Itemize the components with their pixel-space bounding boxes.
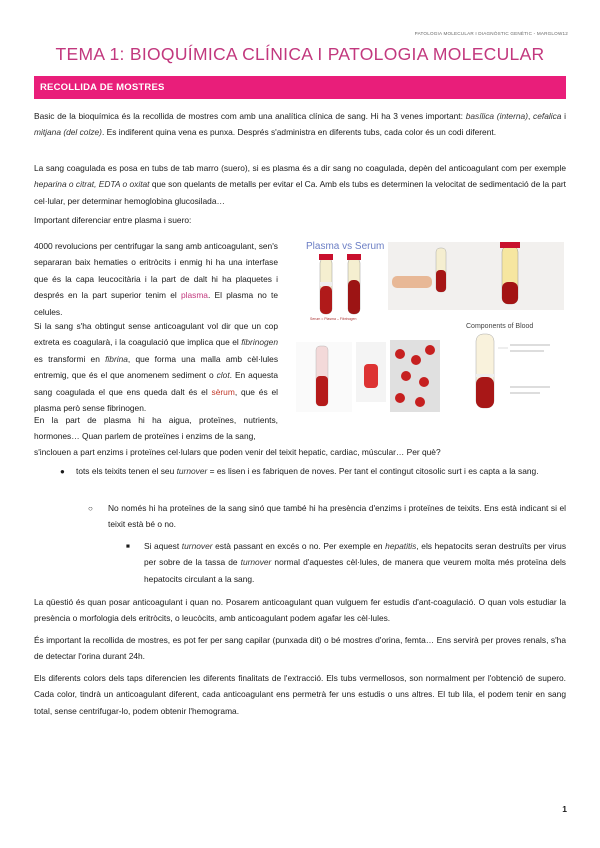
bullet-3: Si aquest turnover està passant en excés o no. Per exemple en hepatitis, els hepatocits seran destruïts per virus per sobre de la tassa de turnover normal d'aquestes cèl·lules, de manera que veurem molta més proteïna dels hepatocits circulant a la sang. [144,541,567,584]
page-title: TEMA 1: BIOQUÍMICA CLÍNICA I PATOLOGIA MOLECULAR [55,44,545,64]
caption-small: Serum = Plasma – Fibrinogen [310,317,357,321]
bullet-dot-3: ■ [126,543,130,550]
paragraph-6b: s'inclouen a part enzims i proteïnes cel·lulars que poden venir del teixit hepatic, cardiac, múscular… Per què? [34,447,441,457]
buffy-coat [320,282,332,286]
paragraph-5: Si la sang s'ha obtingut sense anticoagulant vol dir que un cop extreta es coagularà, i la coagulació que implica que el fibrinogen es transformi en fibrina, que forma una malla amb cèl·lules entremig, que és el que anomenem sediment o clot. En aquesta sang coagulada el que ens queda dalt és el sèrum, que és el plasma però sense fibrinogen. [34,321,279,414]
tube-cap-2 [347,254,361,260]
paragraph-2: La sang coagulada es posa en tubs de tab marro (suero), si es plasma és a dir sang no coagulada, depèn del anticoagulant com per exemple heparina o citrat, EDTA o oxitat que son quelants de metalls per evitar el Ca. Amb els tubs es determinen la velocitat de sedimentació de la part cel·lular, per determinar hemoglobina glucosilada… [34,163,566,206]
section-heading [34,76,566,99]
bullet-2: No només hi ha proteïnes de la sang sinó que també hi ha presència d'enzims i proteïnes de teixits. Ens està indicant si el teixit està bé o no. [108,503,566,530]
paragraph-8: És important la recollida de mostres, es pot fer per sang capilar (punxada dit) o bé mostres d'orina, femta… Ens servirà per proves renals, s'ha de detectar l'orina durant 24h. [34,635,566,662]
components-title: Components of Blood [466,323,534,330]
paragraph-3: Important diferenciar entre plasma i suero: [34,215,192,225]
clot-layer [348,280,360,314]
paragraph-4: 4000 revolucions per centrifugar la sang amb anticoagulant, sen's separaran baix hematies o eritròcits i enmig hi ha una interfase que és la capa leucocitària i la part de dalt hi ha plaquetes i després en la part superior tenim el plasma. El plasma no te celules. [34,241,278,317]
section-heading-label: RECOLLIDA DE MOSTRES [40,82,165,93]
tube-cap-1 [319,254,333,260]
arm-shape [392,276,432,288]
bullet-1: tots els teixits tenen el seu turnover = es lisen i es fabriquen de noves. Per tant el contingut citosolic surt i es capta a la sang. [76,466,539,476]
running-head: PATOLOGIA MOLECULAR I DIAGNÒSTIC GENÈTIC - MARGLOW12 [414,31,568,36]
paragraph-7: La qüestió és quan posar anticoagulant i quan no. Posarem anticoagulant quan vulguem fer estudis d'ant-coagulació. O quan vols estudiar la presència o morfologia dels eritròcits, o leucòcits, amb anticoagulant podem agafar les cèl·lules. [34,597,566,624]
plasma-vs-serum-title: Plasma vs Serum [306,241,385,252]
blood-figure [296,236,566,420]
paragraph-1: Basic de la bioquímica és la recollida de mostres com amb una analítica clínica de sang. Hi ha 3 venes important: basílica (interna), cefalica i mitjana (del colze). Es indiferent quina vena es punxa. Després s'administra en diferents tubs, cada color és un codi diferent. [34,111,567,138]
rbc-layer [320,286,332,314]
paragraph-9: Els diferents colors dels taps diferencien les diferents finalitats de l'extracció. Els tubs vermellosos, son normalment per l'obtenció de supero. Cada color, tindrà un anticoagulant diferent, cada anticoagulant ens permetrà fer uns estudis o uns altres. El tub lila, el podem tenir en sang total, sense centrifugar-lo, podem obtenir l'hemograma. [34,673,566,716]
blood-figure-svg [296,236,566,420]
components-panel [444,318,564,418]
paragraph-6a: En la part de plasma hi ha aigua, proteïnes, nutrients, hormones… Quan parlem de proteïnes i enzims de la sang, [34,415,278,442]
bullet-dot-1: ● [60,467,65,476]
bullet-dot-2: ○ [88,504,93,513]
page-number: 1 [562,804,567,814]
